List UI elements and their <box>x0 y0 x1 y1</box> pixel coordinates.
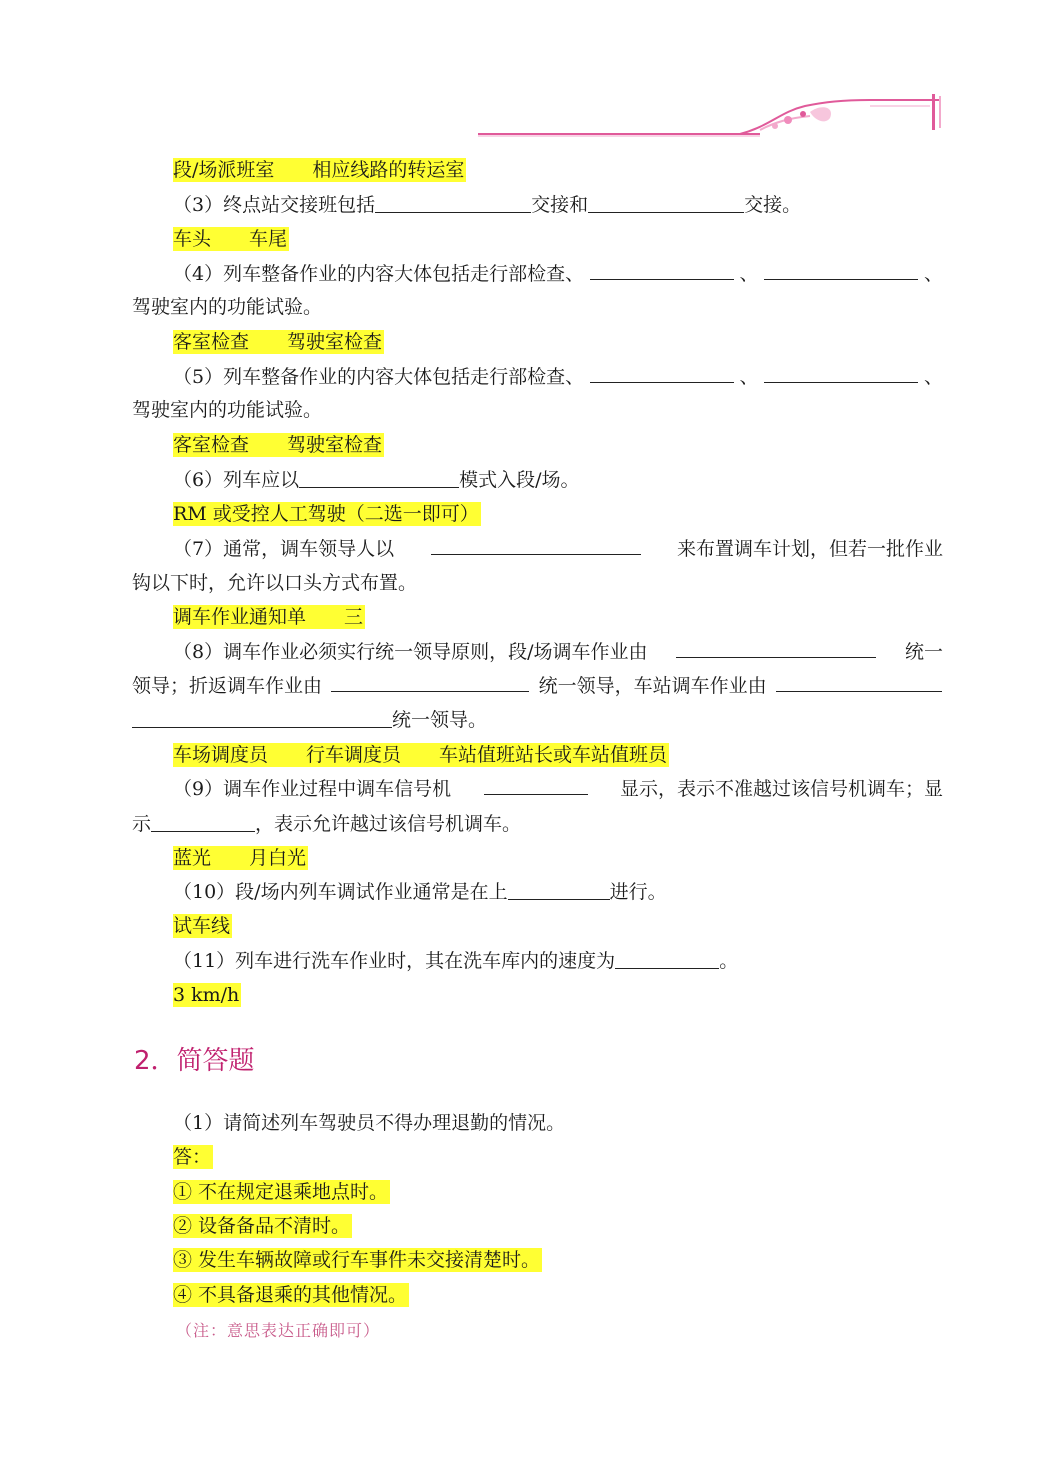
question-7: （7）通常，调车领导人以 来布置调车计划，但若一批作业 <box>173 534 943 564</box>
answer-blank[interactable] <box>151 811 255 832</box>
answer-item: ② 设备备品不清时。 <box>173 1215 351 1237</box>
answer-item: ④ 不具备退乘的其他情况。 <box>173 1284 408 1306</box>
question-11: （11）列车进行洗车作业时，其在洗车库内的速度为 。 <box>173 950 739 972</box>
question-4: （4）列车整备作业的内容大体包括走行部检查、 、 、 <box>173 259 943 289</box>
answer-highlight: 段/场派班室 相应线路的转运室 <box>173 159 465 181</box>
note-text: （注：意思表达正确即可） <box>176 1321 381 1340</box>
answer-blank[interactable] <box>764 362 918 383</box>
short-question-1: （1）请简述列车驾驶员不得办理退勤的情况。 <box>173 1112 566 1134</box>
answer-blank[interactable] <box>764 259 918 280</box>
question-3: （3）终点站交接班包括 交接和 交接。 <box>173 194 802 216</box>
answer-blank[interactable] <box>375 192 531 213</box>
answer-blank[interactable] <box>590 362 734 383</box>
question-6: （6）列车应以 模式入段/场。 <box>173 469 580 491</box>
answer-item: ① 不在规定退乘地点时。 <box>173 1181 389 1203</box>
answer-highlight: 试车线 <box>173 915 231 937</box>
answer-blank[interactable] <box>590 259 734 280</box>
answer-highlight: 3 km/h <box>173 984 240 1006</box>
section-title: 2．简答题 <box>134 1046 255 1076</box>
question-9: （9）调车作业过程中调车信号机 显示，表示不准越过该信号机调车；显 <box>173 774 943 804</box>
answer-blank[interactable] <box>676 637 876 658</box>
answer-label: 答： <box>173 1146 212 1168</box>
question-7-cont: 钩以下时，允许以口头方式布置。 <box>132 572 418 594</box>
answer-blank[interactable] <box>331 671 529 692</box>
answer-highlight: 车头 车尾 <box>173 228 288 250</box>
question-5: （5）列车整备作业的内容大体包括走行部检查、 、 、 <box>173 362 943 392</box>
answer-highlight: 客室检查 驾驶室检查 <box>173 434 383 456</box>
pink-floral-rule-icon <box>470 92 950 142</box>
question-8: （8）调车作业必须实行统一领导原则，段/场调车作业由 统一 <box>173 637 943 667</box>
answer-highlight: 蓝光 月白光 <box>173 847 307 869</box>
question-9-cont: 示 ，表示允许越过该信号机调车。 <box>132 813 522 835</box>
answer-blank[interactable] <box>132 707 392 728</box>
answer-blank[interactable] <box>615 948 719 969</box>
answer-highlight: 车场调度员 行车调度员 车站值班站长或车站值班员 <box>173 744 668 766</box>
answer-blank[interactable] <box>299 467 459 488</box>
question-8-cont2: 统一领导。 <box>132 705 942 735</box>
answer-blank[interactable] <box>431 534 641 555</box>
answer-highlight: RM 或受控人工驾驶（二选一即可） <box>173 503 479 525</box>
question-4-cont: 驾驶室内的功能试验。 <box>132 296 323 318</box>
answer-blank[interactable] <box>588 192 744 213</box>
question-10: （10）段/场内列车调试作业通常是在上 进行。 <box>173 881 667 903</box>
answer-blank[interactable] <box>776 671 942 692</box>
answer-highlight: 客室检查 驾驶室检查 <box>173 331 383 353</box>
answer-item: ③ 发生车辆故障或行车事件未交接清楚时。 <box>173 1249 541 1271</box>
answer-blank[interactable] <box>508 879 610 900</box>
question-5-cont: 驾驶室内的功能试验。 <box>132 399 323 421</box>
answer-highlight: 调车作业通知单 三 <box>173 606 364 628</box>
answer-blank[interactable] <box>484 774 588 795</box>
question-8-cont: 领导；折返调车作业由 统一领导，车站调车作业由 <box>132 671 942 701</box>
